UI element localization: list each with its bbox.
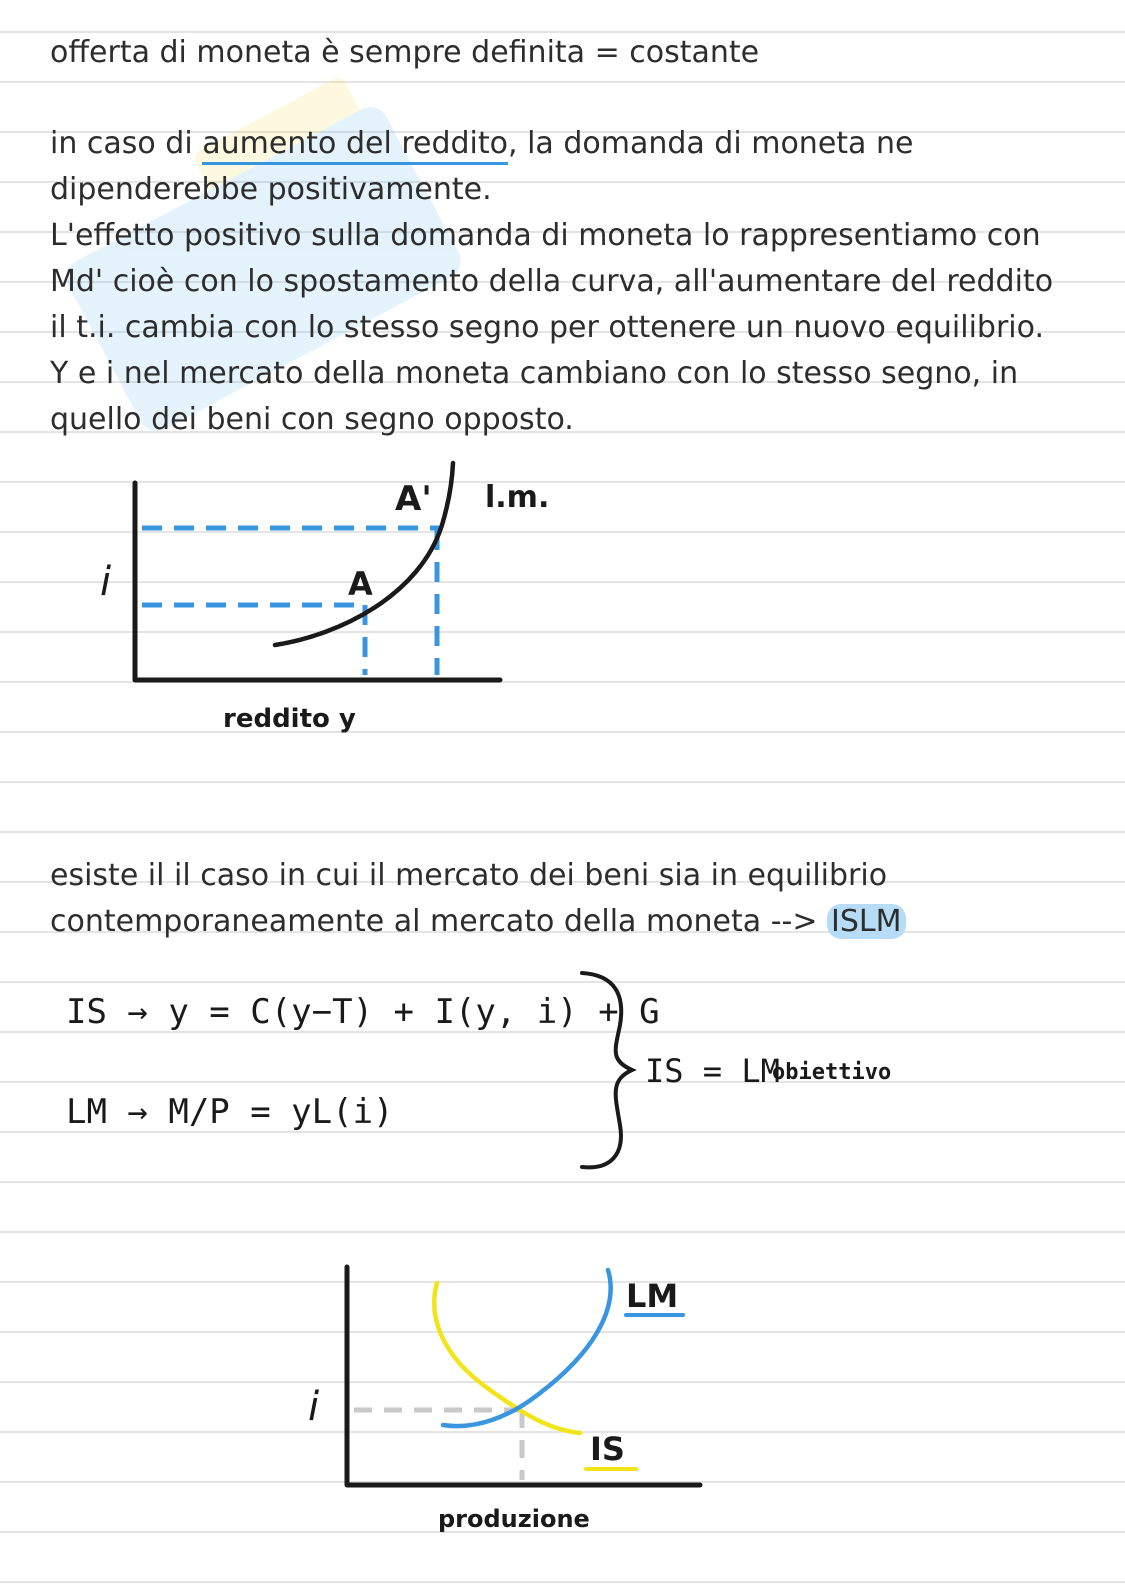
is-equals-lm: IS = LM [645, 1052, 780, 1090]
is-equation: IS → y = C(y−T) + I(y, i) + G [66, 992, 660, 1032]
paragraph-income-post: , la domanda di moneta ne [508, 126, 914, 161]
paragraph-income-increase [50, 121, 913, 167]
paragraph-money-supply: offerta di moneta è sempre definita = costante [50, 35, 760, 70]
lm-curve-label: l.m. [485, 480, 550, 515]
paragraph-effect-line4: Y e i nel mercato della moneta cambiano con lo stesso segno, in [50, 356, 1019, 391]
paragraph-income-line2: dipenderebbe positivamente. [50, 172, 492, 207]
underlined-aumento-del-reddito: aumento del reddito [202, 126, 508, 165]
paragraph-effect-line5: quello dei beni con segno opposto. [50, 402, 574, 437]
lm-label: LM [626, 1277, 679, 1315]
paragraph-islm-line2 [50, 899, 906, 945]
point-a-prime-label: A' [395, 479, 432, 519]
paragraph-effect-line3: il t.i. cambia con lo stesso segno per ottenere un nuovo equilibrio. [50, 310, 1044, 345]
is-label: IS [590, 1430, 625, 1468]
objective-note: obiettivo [772, 1060, 892, 1085]
paragraph-islm-line1: esiste il il caso in cui il mercato dei beni sia in equilibrio [50, 858, 888, 893]
paragraph-islm-pre: contemporaneamente al mercato della moneta --> [50, 904, 828, 939]
paragraph-effect-line1: L'effetto positivo sulla domanda di moneta lo rappresentiamo con [50, 218, 1041, 253]
curly-brace [570, 965, 650, 1175]
lm-diagram [80, 455, 580, 755]
graph2-y-label: i [308, 1384, 320, 1430]
lm-curve-2 [443, 1270, 611, 1426]
graph1-x-label: reddito y [223, 704, 356, 734]
paragraph-income-pre: in caso di [50, 126, 203, 161]
paragraph-effect-line2: Md' cioè con lo spostamento della curva, all'aumentare del reddito [50, 264, 1054, 299]
graph2-x-label: produzione [438, 1505, 590, 1533]
islm-diagram [290, 1255, 720, 1555]
graph1-y-label: i [100, 559, 112, 605]
point-a-label: A [348, 565, 373, 603]
highlight-islm: ISLM [827, 904, 906, 939]
lm-equation: LM → M/P = yL(i) [66, 1092, 394, 1132]
